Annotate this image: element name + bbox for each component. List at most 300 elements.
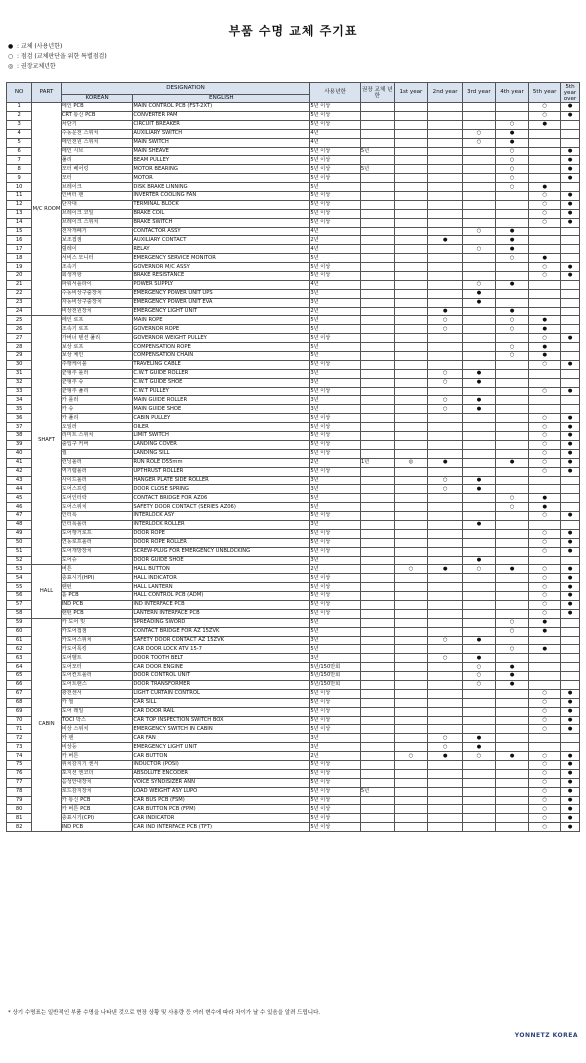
year-mark: ○ <box>495 183 529 192</box>
year-mark: ○ <box>529 716 561 725</box>
year-mark <box>428 298 463 307</box>
korean-name: 브레이크 스위치 <box>61 218 133 227</box>
table-row <box>7 680 580 689</box>
year-mark <box>529 156 561 165</box>
table-row <box>7 734 580 743</box>
table-row <box>7 574 580 583</box>
korean-name: 차단기 <box>61 120 133 129</box>
table-row <box>7 618 580 627</box>
korean-name: 메인전원 스위치 <box>61 138 133 147</box>
year-mark <box>394 156 428 165</box>
year-mark <box>560 138 579 147</box>
legend-item-replace <box>8 42 107 52</box>
service-life: 5년 이상 <box>310 787 361 796</box>
year-mark <box>394 440 428 449</box>
year-mark <box>428 272 463 281</box>
year-mark <box>428 147 463 156</box>
english-name: INTERLOCK ROLLER <box>133 520 310 529</box>
year-mark: ○ <box>529 707 561 716</box>
year-mark: ○ <box>428 369 463 378</box>
year-mark: ○ <box>463 245 496 254</box>
year-mark <box>463 494 496 503</box>
year-mark: ● <box>560 111 579 120</box>
service-life: 5년 이상 <box>310 529 361 538</box>
english-name: CAR BUTTON <box>133 752 310 761</box>
year-mark: ● <box>560 387 579 396</box>
year-mark <box>560 680 579 689</box>
english-name: MAIN ROPE <box>133 316 310 325</box>
service-life: 5년 <box>310 325 361 334</box>
year-mark <box>428 183 463 192</box>
year-mark: ● <box>560 174 579 183</box>
year-mark <box>560 254 579 263</box>
year-mark <box>463 583 496 592</box>
year-mark <box>428 725 463 734</box>
year-mark <box>394 254 428 263</box>
table-row <box>7 476 580 485</box>
year-mark <box>394 512 428 521</box>
table-row <box>7 174 580 183</box>
header-no: NO <box>7 83 32 103</box>
english-name: DOOR CONTROL UNIT <box>133 672 310 681</box>
korean-name: 균형추 풀리 <box>61 387 133 396</box>
year-mark <box>495 734 529 743</box>
korean-name: 비상 스위치 <box>61 725 133 734</box>
year-mark <box>428 583 463 592</box>
korean-name: 모터 베어링 <box>61 165 133 174</box>
year-mark <box>495 805 529 814</box>
row-number: 79 <box>7 796 32 805</box>
row-number: 21 <box>7 280 32 289</box>
year-mark <box>428 672 463 681</box>
korean-name: 파워서플라이 <box>61 280 133 289</box>
year-mark <box>560 183 579 192</box>
service-life: 5년 <box>310 254 361 263</box>
year-mark <box>428 680 463 689</box>
english-name: CAR DOOR ENGINE <box>133 663 310 672</box>
table-row <box>7 458 580 467</box>
year-mark <box>495 218 529 227</box>
year-mark <box>560 343 579 352</box>
year-mark <box>394 183 428 192</box>
year-mark: ○ <box>529 103 561 112</box>
table-row <box>7 227 580 236</box>
table-row <box>7 672 580 681</box>
english-name: TRAVELING CABLE <box>133 360 310 369</box>
year-mark <box>463 387 496 396</box>
recommended-life <box>360 343 394 352</box>
service-life: 5년 <box>310 343 361 352</box>
row-number: 12 <box>7 200 32 209</box>
recommended-life <box>360 583 394 592</box>
year-mark: ○ <box>495 147 529 156</box>
table-row <box>7 707 580 716</box>
year-mark <box>495 405 529 414</box>
year-mark: ○ <box>394 565 428 574</box>
year-mark <box>394 654 428 663</box>
row-number: 22 <box>7 289 32 298</box>
table-row <box>7 716 580 725</box>
korean-name: 홀 PCB <box>61 592 133 601</box>
korean-name: 비상전원장치 <box>61 307 133 316</box>
year-mark <box>463 200 496 209</box>
year-mark: ○ <box>495 165 529 174</box>
year-mark: ○ <box>428 316 463 325</box>
table-row <box>7 725 580 734</box>
year-mark: ● <box>560 440 579 449</box>
recommended-life <box>360 156 394 165</box>
year-mark: ○ <box>428 636 463 645</box>
year-mark <box>463 787 496 796</box>
year-mark <box>495 263 529 272</box>
year-mark <box>394 334 428 343</box>
year-mark <box>394 761 428 770</box>
year-mark: ● <box>463 743 496 752</box>
year-mark <box>463 716 496 725</box>
year-mark <box>529 663 561 672</box>
year-mark <box>428 280 463 289</box>
year-mark: ○ <box>529 778 561 787</box>
recommended-life <box>360 414 394 423</box>
year-mark <box>394 787 428 796</box>
table-row <box>7 298 580 307</box>
year-mark: ● <box>560 547 579 556</box>
recommended-life <box>360 440 394 449</box>
recommended-life <box>360 672 394 681</box>
year-mark <box>428 263 463 272</box>
year-mark <box>495 707 529 716</box>
year-mark <box>463 432 496 441</box>
year-mark <box>428 503 463 512</box>
recommended-life <box>360 512 394 521</box>
year-mark: ● <box>560 529 579 538</box>
english-name: MAIN GUIDE ROLLER <box>133 396 310 405</box>
year-mark: ● <box>428 752 463 761</box>
year-mark <box>463 209 496 218</box>
year-mark <box>495 761 529 770</box>
row-number: 59 <box>7 618 32 627</box>
row-number: 25 <box>7 316 32 325</box>
year-mark: ○ <box>529 440 561 449</box>
row-number: 27 <box>7 334 32 343</box>
footnote: * 상기 수명표는 일반적인 부품 수명을 나타낸 것으로 현장 상황 및 사용량 등 여러 변수에 따라 차이가 날 수 있음을 알려 드립니다. <box>8 1010 321 1016</box>
year-mark: ○ <box>463 752 496 761</box>
year-mark: ○ <box>529 689 561 698</box>
table-row <box>7 529 580 538</box>
table-row <box>7 761 580 770</box>
year-mark <box>463 547 496 556</box>
english-name: BRAKE SWITCH <box>133 218 310 227</box>
korean-name: 수동운전 스위치 <box>61 129 133 138</box>
recommended-life <box>360 761 394 770</box>
year-mark: ● <box>495 138 529 147</box>
year-mark: ● <box>495 663 529 672</box>
korean-name: 인터록롤러 <box>61 520 133 529</box>
year-mark: ● <box>463 654 496 663</box>
service-life: 5년 이상 <box>310 360 361 369</box>
row-number: 34 <box>7 396 32 405</box>
korean-name: 도어 레일 <box>61 707 133 716</box>
year-mark <box>463 218 496 227</box>
year-mark <box>394 672 428 681</box>
service-life: 2년 <box>310 752 361 761</box>
korean-name: 보조접점 <box>61 236 133 245</box>
year-mark <box>495 272 529 281</box>
year-mark: ○ <box>529 583 561 592</box>
service-life: 4년 <box>310 245 361 254</box>
recommended-life <box>360 805 394 814</box>
table-row <box>7 263 580 272</box>
year-mark <box>394 725 428 734</box>
recommended-life <box>360 263 394 272</box>
year-mark <box>463 609 496 618</box>
table-row <box>7 778 580 787</box>
year-mark <box>428 618 463 627</box>
year-mark <box>560 325 579 334</box>
year-mark: ○ <box>529 574 561 583</box>
year-mark: ○ <box>495 343 529 352</box>
year-mark: ○ <box>529 805 561 814</box>
korean-name: 도어벨트 <box>61 654 133 663</box>
year-mark: ○ <box>463 680 496 689</box>
korean-name: 카도어록킹 <box>61 645 133 654</box>
empty-circle-icon: ○ <box>8 53 14 60</box>
year-mark: ● <box>463 369 496 378</box>
table-row <box>7 583 580 592</box>
year-mark: ○ <box>495 174 529 183</box>
year-mark: ○ <box>428 476 463 485</box>
english-name: CAR IND INTERFACE PCB (TFT) <box>133 823 310 832</box>
year-mark <box>394 805 428 814</box>
service-life: 2년 <box>310 458 361 467</box>
recommended-life <box>360 138 394 147</box>
year-mark <box>463 769 496 778</box>
year-mark <box>463 778 496 787</box>
korean-name: 도어슈 <box>61 556 133 565</box>
year-mark <box>495 298 529 307</box>
year-mark <box>495 529 529 538</box>
recommended-life <box>360 183 394 192</box>
recommended-life <box>360 227 394 236</box>
year-mark: ○ <box>428 378 463 387</box>
year-mark: ● <box>529 627 561 636</box>
year-mark: ○ <box>495 494 529 503</box>
table-row <box>7 289 580 298</box>
english-name: EMERGENCY POWER UNIT UPS <box>133 289 310 298</box>
year-mark <box>428 111 463 120</box>
year-mark <box>529 245 561 254</box>
english-name: LANDING COVER <box>133 440 310 449</box>
recommended-life <box>360 236 394 245</box>
service-life: 5년 이상 <box>310 165 361 174</box>
table-row <box>7 787 580 796</box>
row-number: 17 <box>7 245 32 254</box>
row-number: 36 <box>7 414 32 423</box>
recommended-life <box>360 618 394 627</box>
year-mark <box>394 627 428 636</box>
year-mark <box>428 467 463 476</box>
table-row <box>7 209 580 218</box>
year-mark: ● <box>560 805 579 814</box>
service-life: 3년 <box>310 654 361 663</box>
year-mark <box>463 440 496 449</box>
korean-name: 보상 체인 <box>61 352 133 361</box>
row-number: 41 <box>7 458 32 467</box>
table-row <box>7 369 580 378</box>
service-life: 5년 이상 <box>310 449 361 458</box>
year-mark <box>394 743 428 752</box>
recommended-life <box>360 174 394 183</box>
row-number: 74 <box>7 752 32 761</box>
year-mark <box>428 200 463 209</box>
year-mark: ○ <box>529 512 561 521</box>
year-mark: ● <box>560 725 579 734</box>
year-mark: ● <box>463 485 496 494</box>
part-group-label: SHAFT <box>32 316 61 565</box>
english-name: CAR FAN <box>133 734 310 743</box>
row-number: 47 <box>7 512 32 521</box>
service-life: 3년 <box>310 369 361 378</box>
english-name: INDUCTOR (POSI) <box>133 761 310 770</box>
recommended-life <box>360 698 394 707</box>
year-mark: ○ <box>428 396 463 405</box>
year-mark <box>560 520 579 529</box>
service-life: 5년 <box>310 645 361 654</box>
year-mark <box>495 334 529 343</box>
year-mark <box>394 574 428 583</box>
year-mark: ○ <box>529 752 561 761</box>
row-number: 69 <box>7 707 32 716</box>
year-mark <box>463 796 496 805</box>
year-mark: ○ <box>529 787 561 796</box>
year-mark <box>463 316 496 325</box>
recommended-life <box>360 592 394 601</box>
english-name: MOTOR BEARING <box>133 165 310 174</box>
recommended-life <box>360 503 394 512</box>
year-mark: ○ <box>495 618 529 627</box>
year-mark <box>495 485 529 494</box>
year-mark: ○ <box>529 529 561 538</box>
header-year-2: 2nd year <box>428 83 463 103</box>
year-mark <box>463 449 496 458</box>
year-mark <box>428 138 463 147</box>
korean-name: 도어스위치 <box>61 503 133 512</box>
year-mark <box>428 761 463 770</box>
english-name: DOOR TOOTH BELT <box>133 654 310 663</box>
year-mark <box>495 449 529 458</box>
korean-name: 자동비상구출장치 <box>61 298 133 307</box>
year-mark: ● <box>560 689 579 698</box>
recommended-life <box>360 663 394 672</box>
table-row <box>7 565 580 574</box>
year-mark: ● <box>560 787 579 796</box>
year-mark <box>463 307 496 316</box>
row-number: 60 <box>7 627 32 636</box>
year-mark <box>394 280 428 289</box>
english-name: DOOR CLOSE SPRING <box>133 485 310 494</box>
year-mark <box>463 538 496 547</box>
korean-name: 조속기 <box>61 263 133 272</box>
year-mark: ● <box>428 307 463 316</box>
table-row <box>7 352 580 361</box>
korean-name: 카 슈 <box>61 405 133 414</box>
year-mark <box>463 423 496 432</box>
year-mark: ○ <box>428 405 463 414</box>
english-name: CONTACT BRIDGE FOR AZ 15ZVK <box>133 627 310 636</box>
year-mark <box>428 423 463 432</box>
year-mark: ● <box>560 565 579 574</box>
year-mark <box>394 556 428 565</box>
year-mark: ○ <box>463 663 496 672</box>
korean-name: 브레이크 코일 <box>61 209 133 218</box>
recommended-life <box>360 298 394 307</box>
english-name: LOAD WEIGHT ASY LUPO <box>133 787 310 796</box>
english-name: HALL CONTROL PCB (ADM) <box>133 592 310 601</box>
service-life: 5년 <box>310 494 361 503</box>
year-mark <box>428 805 463 814</box>
page-title: 부품 수명 교체 주기표 <box>228 24 358 38</box>
year-mark <box>428 227 463 236</box>
english-name: CAR DOOR LOCK ATV 15-7 <box>133 645 310 654</box>
english-name: DISK BRAKE LINNING <box>133 183 310 192</box>
table-row <box>7 743 580 752</box>
table-row <box>7 440 580 449</box>
recommended-life <box>360 600 394 609</box>
korean-name: 카도어접점 <box>61 627 133 636</box>
year-mark <box>560 627 579 636</box>
year-mark <box>529 485 561 494</box>
legend-text: : 점검 (교체판단을 위한 특별점검) <box>17 53 107 60</box>
year-mark: ● <box>560 360 579 369</box>
year-mark <box>560 636 579 645</box>
english-name: CAR SILL <box>133 698 310 707</box>
table-row <box>7 512 580 521</box>
year-mark: ○ <box>529 360 561 369</box>
table-row <box>7 307 580 316</box>
service-life: 3년 <box>310 556 361 565</box>
year-mark <box>428 440 463 449</box>
legend <box>8 42 107 72</box>
year-mark <box>529 165 561 174</box>
year-mark <box>394 520 428 529</box>
row-number: 63 <box>7 654 32 663</box>
service-life: 5년 <box>310 352 361 361</box>
year-mark <box>495 423 529 432</box>
recommended-life <box>360 752 394 761</box>
year-mark <box>529 743 561 752</box>
korean-name: 씰 <box>61 449 133 458</box>
year-mark <box>463 600 496 609</box>
service-life: 3년 <box>310 378 361 387</box>
year-mark <box>495 583 529 592</box>
year-mark <box>495 787 529 796</box>
year-mark <box>428 814 463 823</box>
recommended-life <box>360 245 394 254</box>
recommended-life <box>360 272 394 281</box>
header-year-5-over: 5th year over <box>560 83 579 103</box>
year-mark <box>394 174 428 183</box>
year-mark <box>560 654 579 663</box>
english-name: CAR BUS PCB (FSM) <box>133 796 310 805</box>
table-row <box>7 200 580 209</box>
service-life: 5년 이상 <box>310 600 361 609</box>
year-mark <box>428 245 463 254</box>
row-number: 6 <box>7 147 32 156</box>
table-row <box>7 316 580 325</box>
row-number: 80 <box>7 805 32 814</box>
year-mark <box>560 378 579 387</box>
year-mark: ○ <box>529 761 561 770</box>
